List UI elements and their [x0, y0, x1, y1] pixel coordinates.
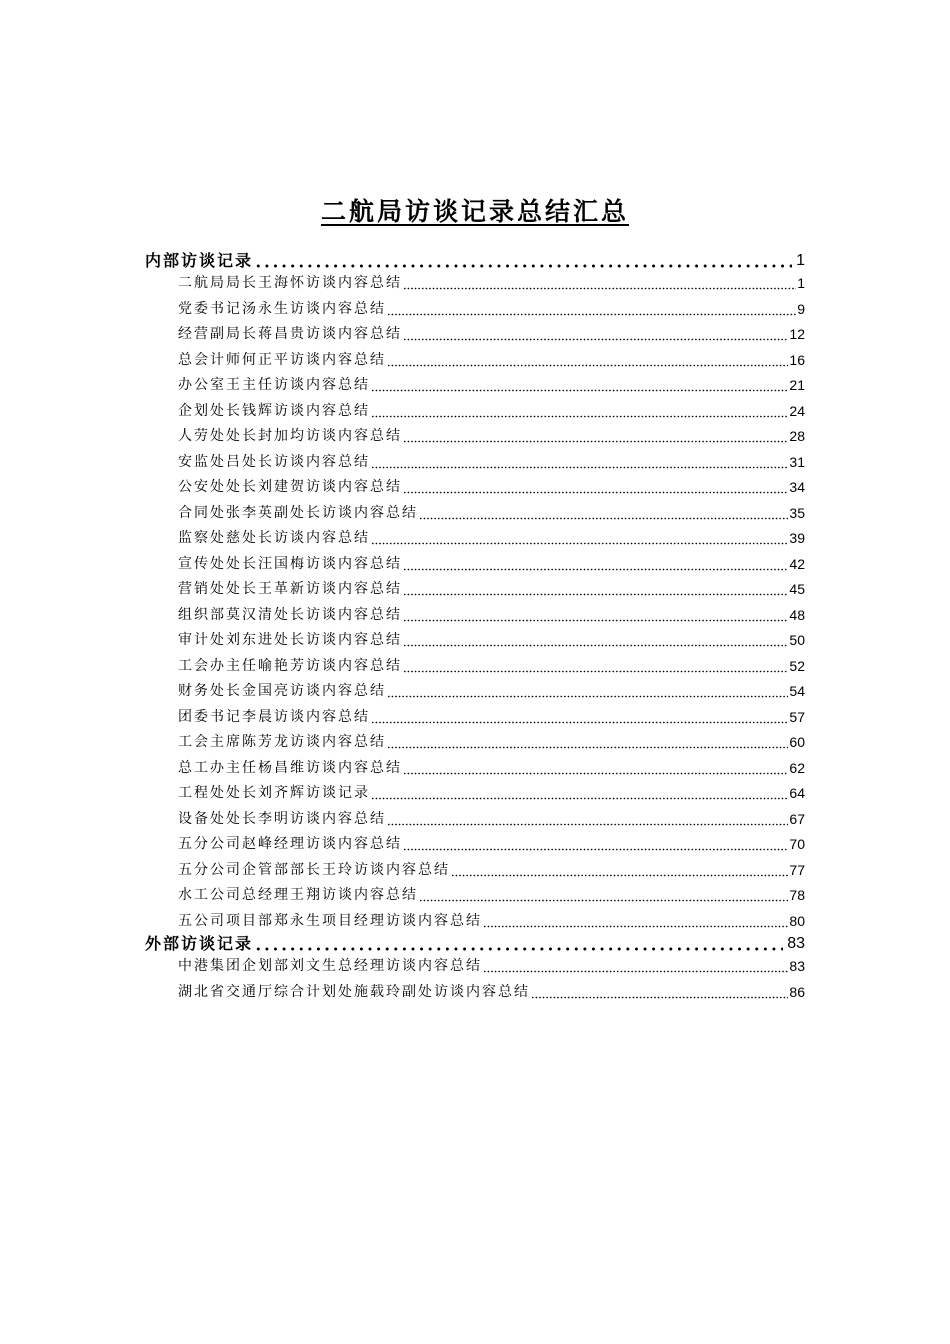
toc-entry-label: 安监处吕处长访谈内容总结 — [178, 453, 370, 470]
toc-entry-label: 组织部莫汉清处长访谈内容总结 — [178, 606, 402, 623]
toc-entry-label: 党委书记汤永生访谈内容总结 — [178, 300, 386, 317]
dot-leader — [531, 996, 788, 999]
dot-leader — [387, 364, 788, 367]
toc-entry-page-number: 80 — [789, 912, 805, 929]
toc-entry-label: 公安处处长刘建贺访谈内容总结 — [178, 479, 402, 495]
dot-leader — [254, 264, 792, 268]
toc-entry-label: 办公室王主任访谈内容总结 — [178, 377, 370, 393]
toc-entry-label: 团委书记李晨访谈内容总结 — [178, 708, 370, 725]
toc-entry-label: 五公司项目部郑永生项目经理访谈内容总结 — [178, 912, 482, 929]
document-title — [0, 196, 950, 231]
toc-heading-label: 内部访谈记录 — [145, 251, 254, 270]
dot-leader — [483, 925, 788, 928]
dot-leader — [403, 848, 788, 851]
toc-entry-page-number: 9 — [797, 300, 805, 317]
toc-entry-page-number: 24 — [789, 402, 805, 419]
toc-entry-label: 工会办主任喻艳芳访谈内容总结 — [178, 657, 402, 674]
toc-entry-page-number: 86 — [789, 983, 805, 1000]
toc-entry — [145, 679, 805, 705]
toc-entry-page-number: 42 — [789, 555, 805, 572]
toc-entry-page-number: 28 — [789, 428, 805, 444]
toc-entry — [145, 577, 805, 603]
toc-entry — [145, 348, 805, 374]
dot-leader — [371, 415, 788, 418]
dot-leader — [387, 313, 796, 316]
toc-section-heading-internal — [145, 251, 805, 271]
toc-entry-page-number: 77 — [789, 861, 805, 878]
dot-leader — [403, 440, 788, 443]
toc-entry-page-number: 1 — [797, 275, 805, 291]
toc-entry — [145, 424, 805, 450]
toc-entry-label: 湖北省交通厅综合计划处施载玲副处访谈内容总结 — [178, 983, 530, 1000]
toc-entry-label: 五分公司赵峰经理访谈内容总结 — [178, 836, 402, 852]
dot-leader — [254, 947, 783, 951]
toc-entry-page-number: 52 — [789, 657, 805, 674]
toc-entry-page-number: 60 — [789, 734, 805, 750]
toc-entry — [145, 271, 805, 297]
toc-entry-label: 水工公司总经理王翔访谈内容总结 — [178, 887, 418, 903]
dot-leader — [371, 542, 788, 545]
toc-entry-label: 监察处慈处长访谈内容总结 — [178, 530, 370, 546]
toc-entry-page-number: 39 — [789, 530, 805, 546]
dot-leader — [419, 517, 788, 520]
toc-entry — [145, 781, 805, 807]
toc-entry — [145, 628, 805, 654]
toc-entry-label: 人劳处处长封加均访谈内容总结 — [178, 428, 402, 444]
toc-heading-label: 外部访谈记录 — [145, 934, 254, 953]
toc-entry-page-number: 31 — [789, 453, 805, 470]
toc-entry-page-number: 78 — [789, 887, 805, 903]
toc-entry-page-number: 48 — [789, 606, 805, 623]
toc-entry-label: 企划处长钱辉访谈内容总结 — [178, 402, 370, 419]
toc-entry-label: 五分公司企管部部长王玲访谈内容总结 — [178, 861, 450, 878]
dot-leader — [371, 389, 788, 392]
toc-heading-page-number: 83 — [787, 935, 805, 952]
toc-entry-page-number: 35 — [789, 504, 805, 521]
dot-leader — [387, 823, 788, 826]
toc-section-heading-external — [145, 934, 805, 954]
dot-leader — [371, 721, 788, 724]
toc-entry-page-number: 54 — [789, 683, 805, 699]
toc-entry — [145, 756, 805, 782]
toc-entry-label: 宣传处处长汪国梅访谈内容总结 — [178, 555, 402, 572]
toc-entry-page-number: 64 — [789, 785, 805, 801]
toc-entry — [145, 526, 805, 552]
toc-entry — [145, 603, 805, 629]
toc-entry-label: 经营副局长蒋昌贵访谈内容总结 — [178, 326, 402, 342]
dot-leader — [403, 670, 788, 673]
toc-entry-label: 合同处张李英副处长访谈内容总结 — [178, 504, 418, 521]
table-of-contents — [145, 251, 805, 1005]
toc-entry-label: 营销处处长王革新访谈内容总结 — [178, 581, 402, 597]
toc-entry-page-number: 16 — [789, 351, 805, 368]
toc-entry — [145, 654, 805, 680]
toc-entry-label: 总会计师何正平访谈内容总结 — [178, 351, 386, 368]
dot-leader — [403, 772, 788, 775]
dot-leader — [403, 568, 788, 571]
toc-entry-label: 工会主席陈芳龙访谈内容总结 — [178, 734, 386, 750]
toc-entry — [145, 373, 805, 399]
toc-heading-page-number: 1 — [796, 252, 805, 269]
toc-entry — [145, 552, 805, 578]
toc-entry-page-number: 34 — [789, 479, 805, 495]
toc-entry-page-number: 62 — [789, 759, 805, 776]
toc-entry-page-number: 67 — [789, 810, 805, 827]
toc-entry-page-number: 83 — [789, 958, 805, 974]
dot-leader — [371, 466, 788, 469]
dot-leader — [483, 970, 788, 973]
toc-entry-page-number: 50 — [789, 632, 805, 648]
dot-leader — [403, 338, 788, 341]
toc-entry — [145, 450, 805, 476]
dot-leader — [403, 593, 788, 596]
toc-entry-page-number: 21 — [789, 377, 805, 393]
toc-entry — [145, 501, 805, 527]
dot-leader — [403, 287, 796, 290]
dot-leader — [403, 619, 788, 622]
toc-entry-label: 审计处刘东进处长访谈内容总结 — [178, 632, 402, 648]
toc-entry — [145, 832, 805, 858]
dot-leader — [403, 644, 788, 647]
toc-entry — [145, 883, 805, 909]
toc-entry — [145, 322, 805, 348]
dot-leader — [403, 491, 788, 494]
toc-entry — [145, 730, 805, 756]
toc-entry-page-number: 12 — [789, 326, 805, 342]
toc-entry — [145, 909, 805, 935]
dot-leader — [387, 695, 788, 698]
toc-entry-label: 工程处处长刘齐辉访谈记录 — [178, 785, 370, 801]
toc-entry-page-number: 57 — [789, 708, 805, 725]
toc-entry — [145, 399, 805, 425]
toc-entry — [145, 297, 805, 323]
toc-entry — [145, 807, 805, 833]
toc-entry — [145, 475, 805, 501]
toc-entry-label: 二航局局长王海怀访谈内容总结 — [178, 275, 402, 291]
document-title-text: 二航局访谈记录总结汇总 — [320, 197, 629, 226]
dot-leader — [451, 874, 788, 877]
toc-entry-label: 中港集团企划部刘文生总经理访谈内容总结 — [178, 958, 482, 974]
toc-entry-page-number: 70 — [789, 836, 805, 852]
dot-leader — [387, 746, 788, 749]
dot-leader — [371, 797, 788, 800]
toc-entry-label: 财务处长金国亮访谈内容总结 — [178, 683, 386, 699]
toc-entry — [145, 954, 805, 980]
toc-entry — [145, 705, 805, 731]
toc-entry-page-number: 45 — [789, 581, 805, 597]
toc-entry — [145, 858, 805, 884]
toc-entry-label: 总工办主任杨昌维访谈内容总结 — [178, 759, 402, 776]
toc-entry — [145, 980, 805, 1006]
toc-entry-label: 设备处处长李明访谈内容总结 — [178, 810, 386, 827]
dot-leader — [419, 899, 788, 902]
